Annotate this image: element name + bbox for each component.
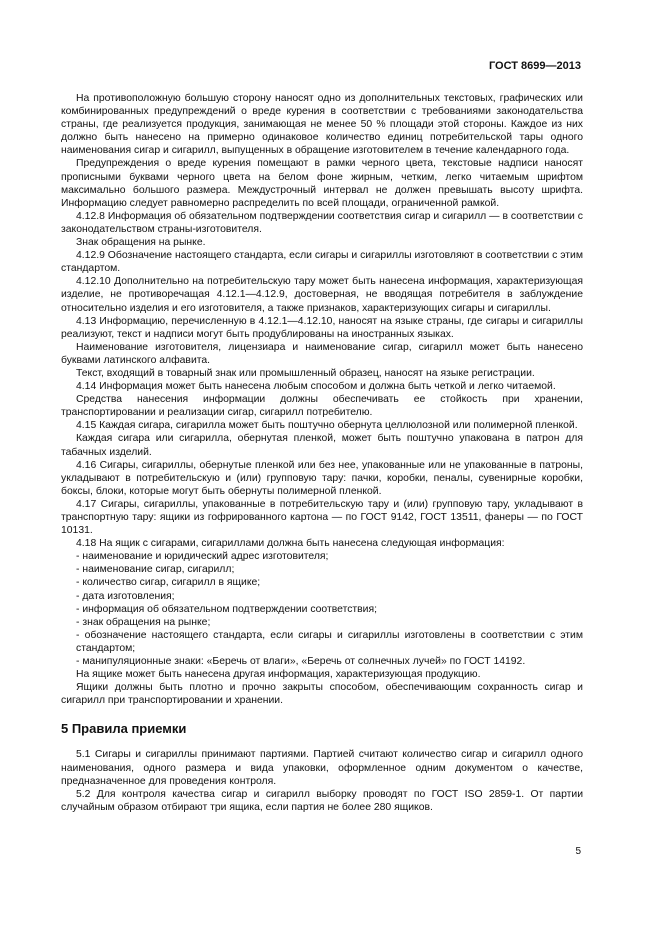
paragraph: 4.12.10 Дополнительно на потребительскую тару может быть нанесена информация, характеризующая изделие, не противоречащая 4.12.1—4.12.9, достоверная, не вводящая потребителя в заблуждение относительно изделия и его изготовителя, а также признаков, характеризующих сигары и сигариллы. xyxy=(61,276,583,314)
list-item: - информация об обязательном подтверждении соответствия; xyxy=(76,603,378,615)
paragraph: Наименование изготовителя, лицензиара и наименование сигар, сигарилл может быть нанесено буквами латинского алфавита. xyxy=(61,341,583,366)
paragraph: 4.13 Информацию, перечисленную в 4.12.1—4.12.10, наносят на языке страны, где сигары и сигариллы реализуют, текст и надписи могут быть продублированы на иностранных языках. xyxy=(61,315,583,340)
paragraph: На ящике может быть нанесена другая информация, характеризующая продукцию. xyxy=(76,669,481,681)
paragraph: На противоположную большую сторону наносят одно из дополнительных текстовых, графических или комбинированных предупреждений о вреде курения в соответствии с требованиями законодательства страны, где реализуется продукция, занимающая не менее 50 % площади этой стороны. Каждое из них должно быть нанесено на примерно одинаковое количество единиц потребительской тары одного наименования сигар и сигарилл, выпущенных в обращение изготовителем в течение календарного года. xyxy=(61,93,583,157)
list-item: - наименование сигар, сигарилл; xyxy=(76,564,235,576)
list-item: - наименование и юридический адрес изготовителя; xyxy=(76,551,329,563)
paragraph: Знак обращения на рынке. xyxy=(76,237,206,249)
list-item: - дата изготовления; xyxy=(76,590,175,602)
paragraph: 4.12.9 Обозначение настоящего стандарта, если сигары и сигариллы изготовляют в соответствии с этим стандартом. xyxy=(61,250,583,275)
paragraph: 4.15 Каждая сигара, сигарилла может быть поштучно обернута целлюлозной или полимерной пленкой. xyxy=(76,420,578,432)
list-item: - знак обращения на рынке; xyxy=(76,616,211,628)
paragraph: Предупреждения о вреде курения помещают в рамки черного цвета, текстовые надписи наносят прописными буквами черного цвета на белом фоне жирным, четким, легко читаемым шрифтом максимально большого размера. Междустрочный интервал не должен превышать высоту шрифта. Информацию следует равномерно распределить по всей площади, ограниченной рамкой. xyxy=(61,158,583,209)
list-item: - манипуляционные знаки: «Беречь от влаги», «Беречь от солнечных лучей» по ГОСТ 14192. xyxy=(76,656,526,668)
section-heading: 5 Правила приемки xyxy=(61,721,187,737)
document-body xyxy=(61,92,583,814)
paragraph: 4.16 Сигары, сигариллы, обернутые пленкой или без нее, упакованные или не упакованные в патроны, укладывают в потребительскую и (или) групповую тару: пачки, коробки, пеналы, сувенирные коробки, боксы, блоки, которые могут быть обернуты полимерной пленкой. xyxy=(61,459,583,497)
page-number: 5 xyxy=(575,846,581,857)
paragraph: Средства нанесения информации должны обеспечивать ее стойкость при хранении, транспортировании и реализации сигар, сигарилл потребителю. xyxy=(61,394,583,419)
paragraph: 4.18 На ящик с сигарами, сигариллами должна быть нанесена следующая информация: xyxy=(76,538,505,550)
paragraph: 4.17 Сигары, сигариллы, упакованные в потребительскую тару и (или) групповую тару, укладывают в транспортную тару: ящики из гофрированного картона — по ГОСТ 9142, ГОСТ 13511, фанеры — по ГОСТ 10131. xyxy=(61,498,583,537)
standard-header: ГОСТ 8699—2013 xyxy=(488,60,581,72)
paragraph: 5.2 Для контроля качества сигар и сигарилл выборку проводят по ГОСТ ISO 2859-1. От партии случайным образом отбирают три ящика, если партия не более 280 ящиков. xyxy=(61,788,583,813)
paragraph: Каждая сигара или сигарилла, обернутая пленкой, может быть поштучно упакована в патрон для табачных изделий. xyxy=(61,433,583,458)
paragraph: 4.12.8 Информация об обязательном подтверждении соответствия сигар и сигарилл — в соответствии с законодательством страны-изготовителя. xyxy=(61,210,583,235)
paragraph: 4.14 Информация может быть нанесена любым способом и должна быть четкой и легко читаемой. xyxy=(76,381,556,393)
list-item: - обозначение настоящего стандарта, если сигары и сигариллы изготовлены в соответствии с этим стандартом; xyxy=(76,629,583,654)
paragraph: Текст, входящий в товарный знак или промышленный образец, наносят на языке регистрации. xyxy=(76,367,535,379)
paragraph: 5.1 Сигары и сигариллы принимают партиями. Партией считают количество сигар и сигарилл одного наименования, одного размера и вида упаковки, оформленное одним документом о качестве, предназначенное для проведения контроля. xyxy=(61,749,583,787)
list-item: - количество сигар, сигарилл в ящике; xyxy=(76,577,261,589)
paragraph: Ящики должны быть плотно и прочно закрыты способом, обеспечивающим сохранность сигар и сигарилл при транспортировании и хранении. xyxy=(61,682,583,707)
